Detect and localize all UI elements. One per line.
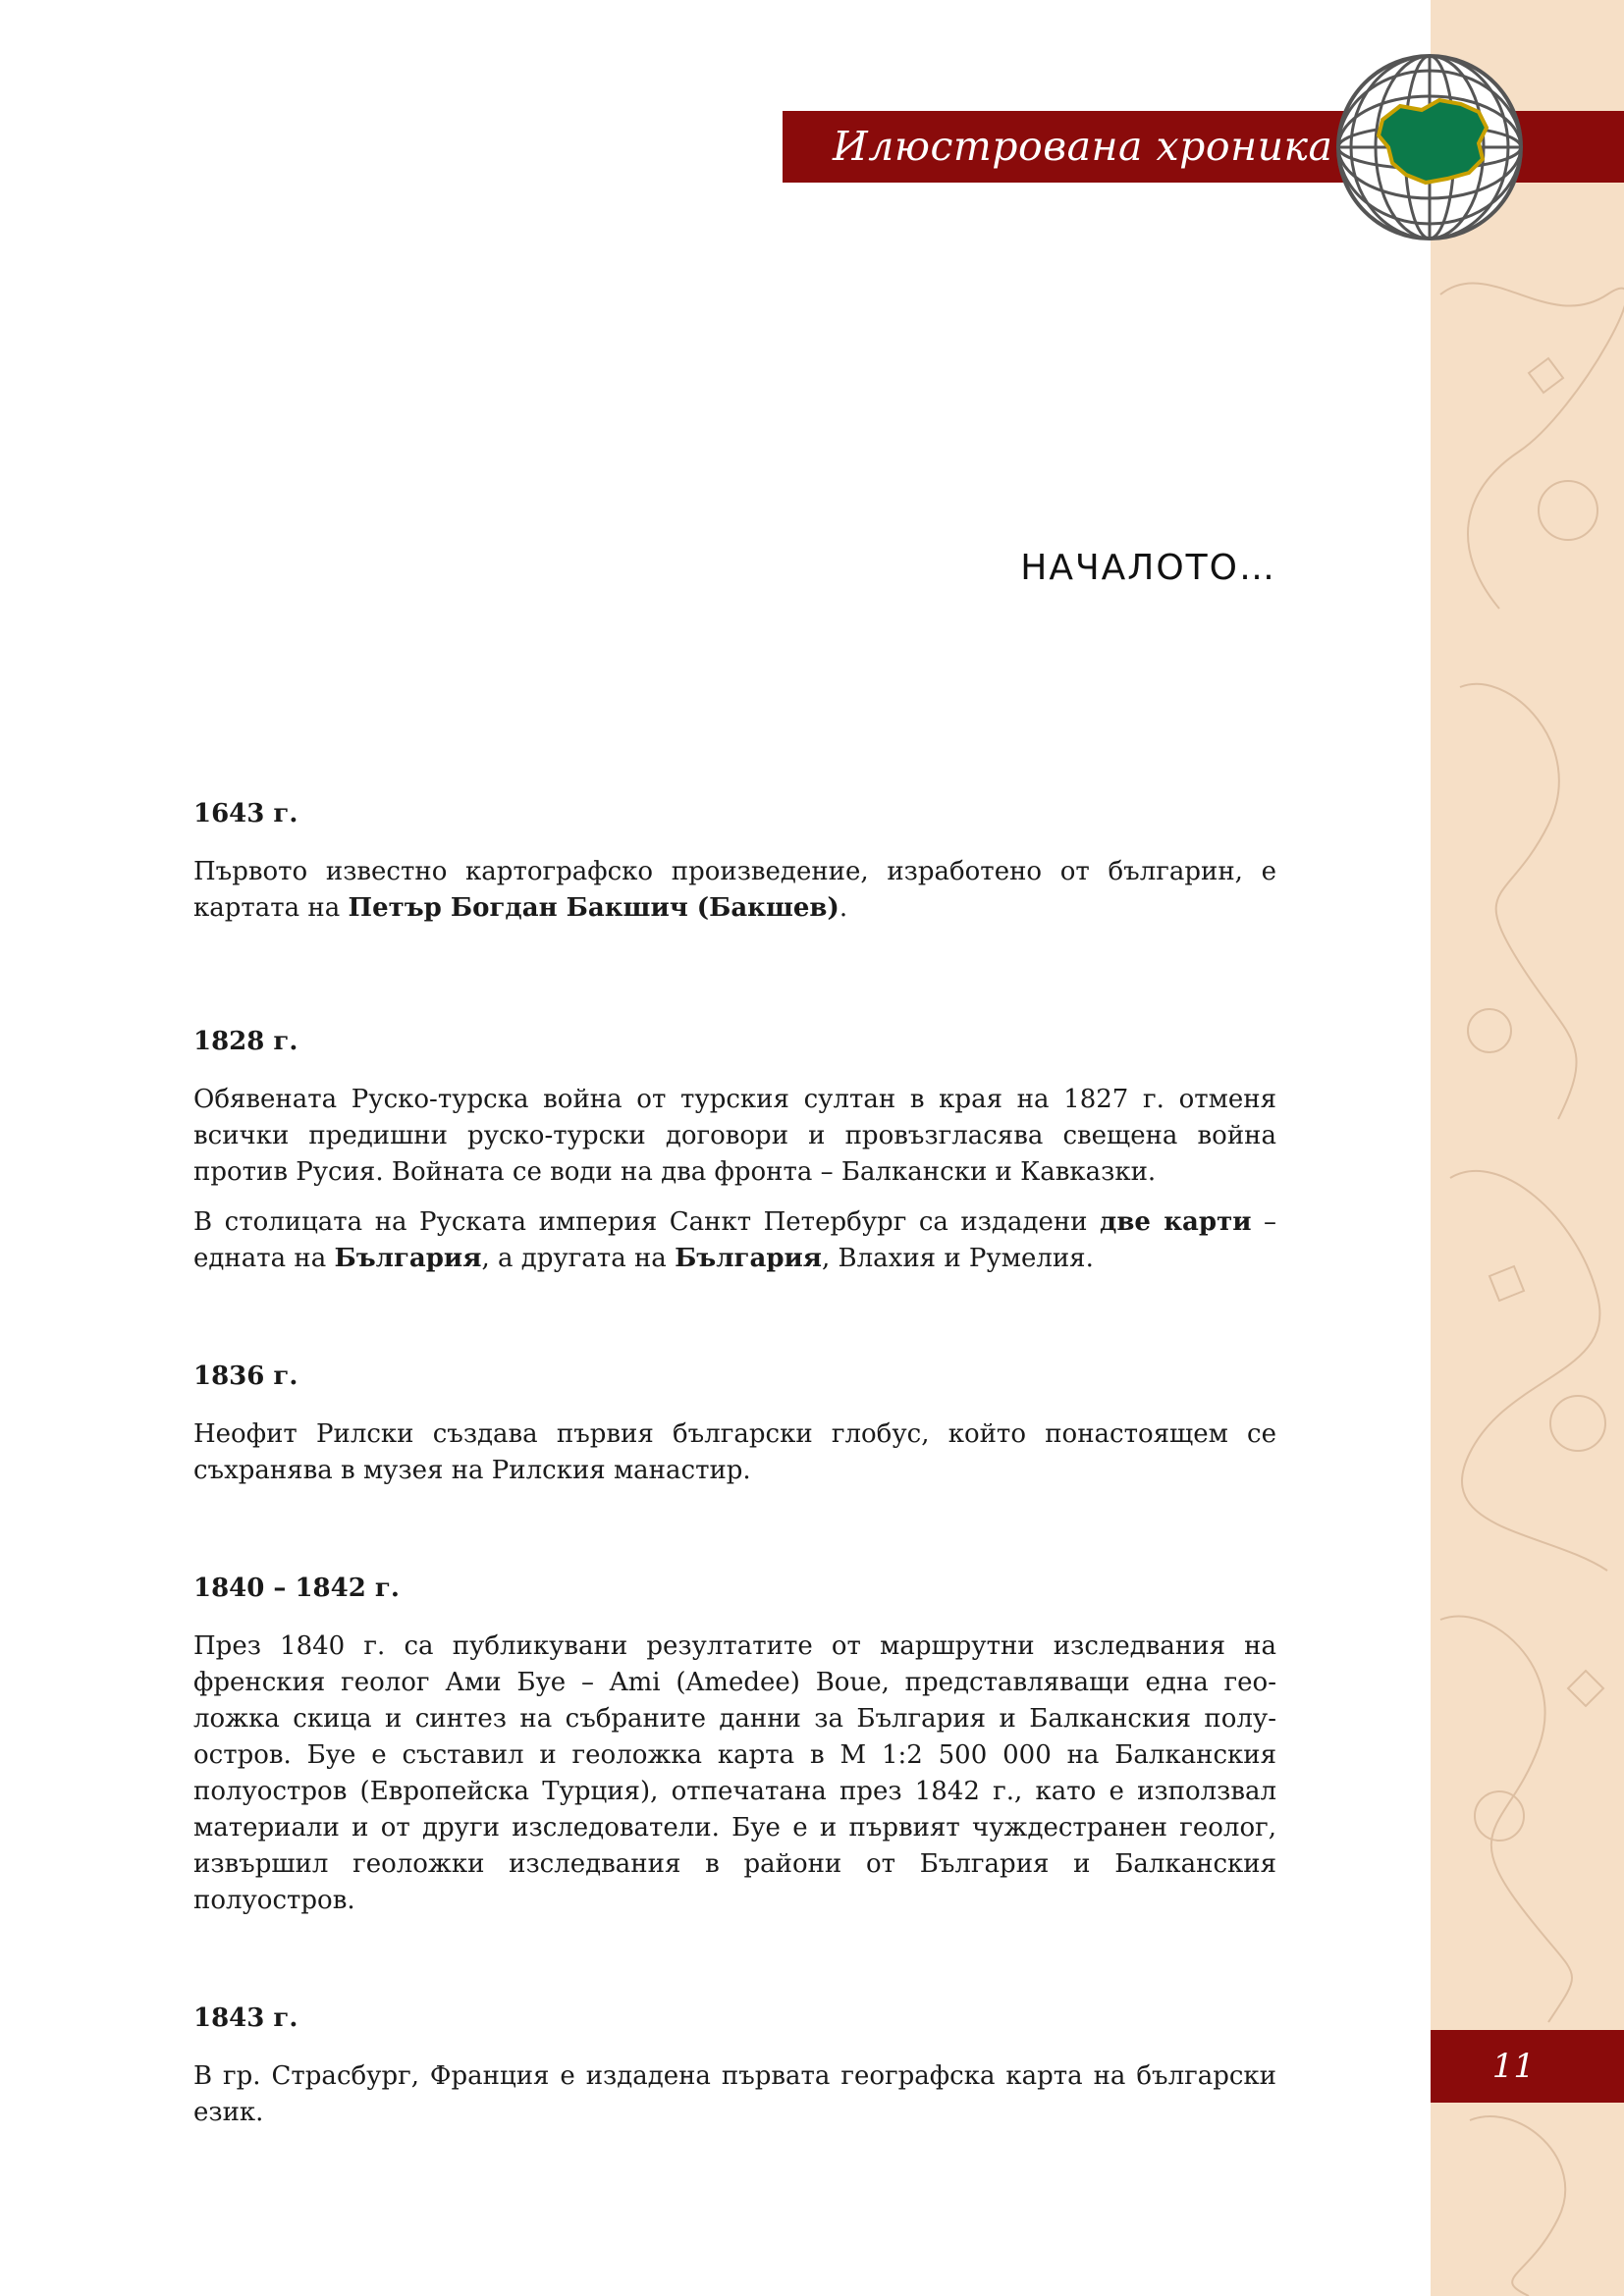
- chronicle-entry: [193, 1025, 1276, 1277]
- text-run: , Влахия и Румелия.: [822, 1244, 1094, 1273]
- decorative-side-strip: [1431, 0, 1624, 2296]
- chronicle-entries: [193, 797, 1276, 2145]
- text-run: В гр. Страсбург, Франция е издадена първата географска карта на български език.: [193, 2061, 1276, 2127]
- entry-year: 1836 г.: [193, 1362, 298, 1391]
- text-run: – едната на: [193, 1207, 1277, 1273]
- entry-year: 1840 – 1842 г.: [193, 1574, 400, 1603]
- text-run: През 1840 г. са публикувани резултатите от маршрутни изследвания на френския геолог Ами Буе – Ami (Amedee) Boue, представляващи една геоложка скица и синтез на събраните данни за България и Балканския полуостров. Буе е съставил и геоложка карта в М 1:2 500 000 на Балканския полуостров (Европейска Турция), отпечатана през 1842 г., като е използвал материали и от други изследователи. Буе е и първият чуждестранен геолог, извършил геоложки изследвания в райони от България и Балканския полуостров.: [193, 1631, 1276, 1915]
- entry-year: 1843 г.: [193, 2003, 298, 2033]
- entry-paragraph: [193, 1629, 1276, 1919]
- chronicle-entry: [193, 1360, 1276, 1489]
- text-run: В столицата на Руската империя Санкт Петербург са издадени: [193, 1207, 1101, 1237]
- section-title: НАЧАЛОТО…: [1020, 548, 1276, 588]
- entry-year: 1828 г.: [193, 1027, 298, 1056]
- entry-paragraph: [193, 1082, 1276, 1191]
- entry-year: 1643 г.: [193, 799, 298, 828]
- chronicle-entry: [193, 797, 1276, 927]
- bold-term: Петър Богдан Бакшич (Бакшев): [348, 893, 839, 923]
- text-run: .: [839, 893, 848, 923]
- text-run: , а другата на: [481, 1244, 676, 1273]
- text-run: Първото известно картографско произведение, изработено от българин, е картата на: [193, 857, 1276, 923]
- entry-paragraph: [193, 1416, 1276, 1489]
- bold-term: България: [675, 1244, 823, 1273]
- globe-with-bulgaria-map-icon: [1331, 49, 1528, 245]
- bold-term: България: [334, 1244, 482, 1273]
- chronicle-entry: [193, 1572, 1276, 1919]
- header-title: Илюстрована хроника: [833, 123, 1333, 170]
- old-map-texture-icon: [1431, 0, 1624, 2296]
- entry-paragraph: [193, 2058, 1276, 2131]
- entry-paragraph: [193, 1204, 1276, 1277]
- text-run: Обявената Руско-турска война от турския султан в края на 1827 г. отменя всички предишни руско-турски договори и провъзгласява свещена война против Русия. Войната се води на два фронта – Балкански и Кавказки.: [193, 1085, 1276, 1187]
- page-number: 11: [1491, 2047, 1535, 2086]
- bold-term: две карти: [1100, 1207, 1252, 1237]
- text-run: Неофит Рилски създава първия български глобус, който понастоящем се съхранява в музея на Рилския манастир.: [193, 1419, 1276, 1485]
- entry-paragraph: [193, 854, 1276, 927]
- chronicle-entry: [193, 2002, 1276, 2131]
